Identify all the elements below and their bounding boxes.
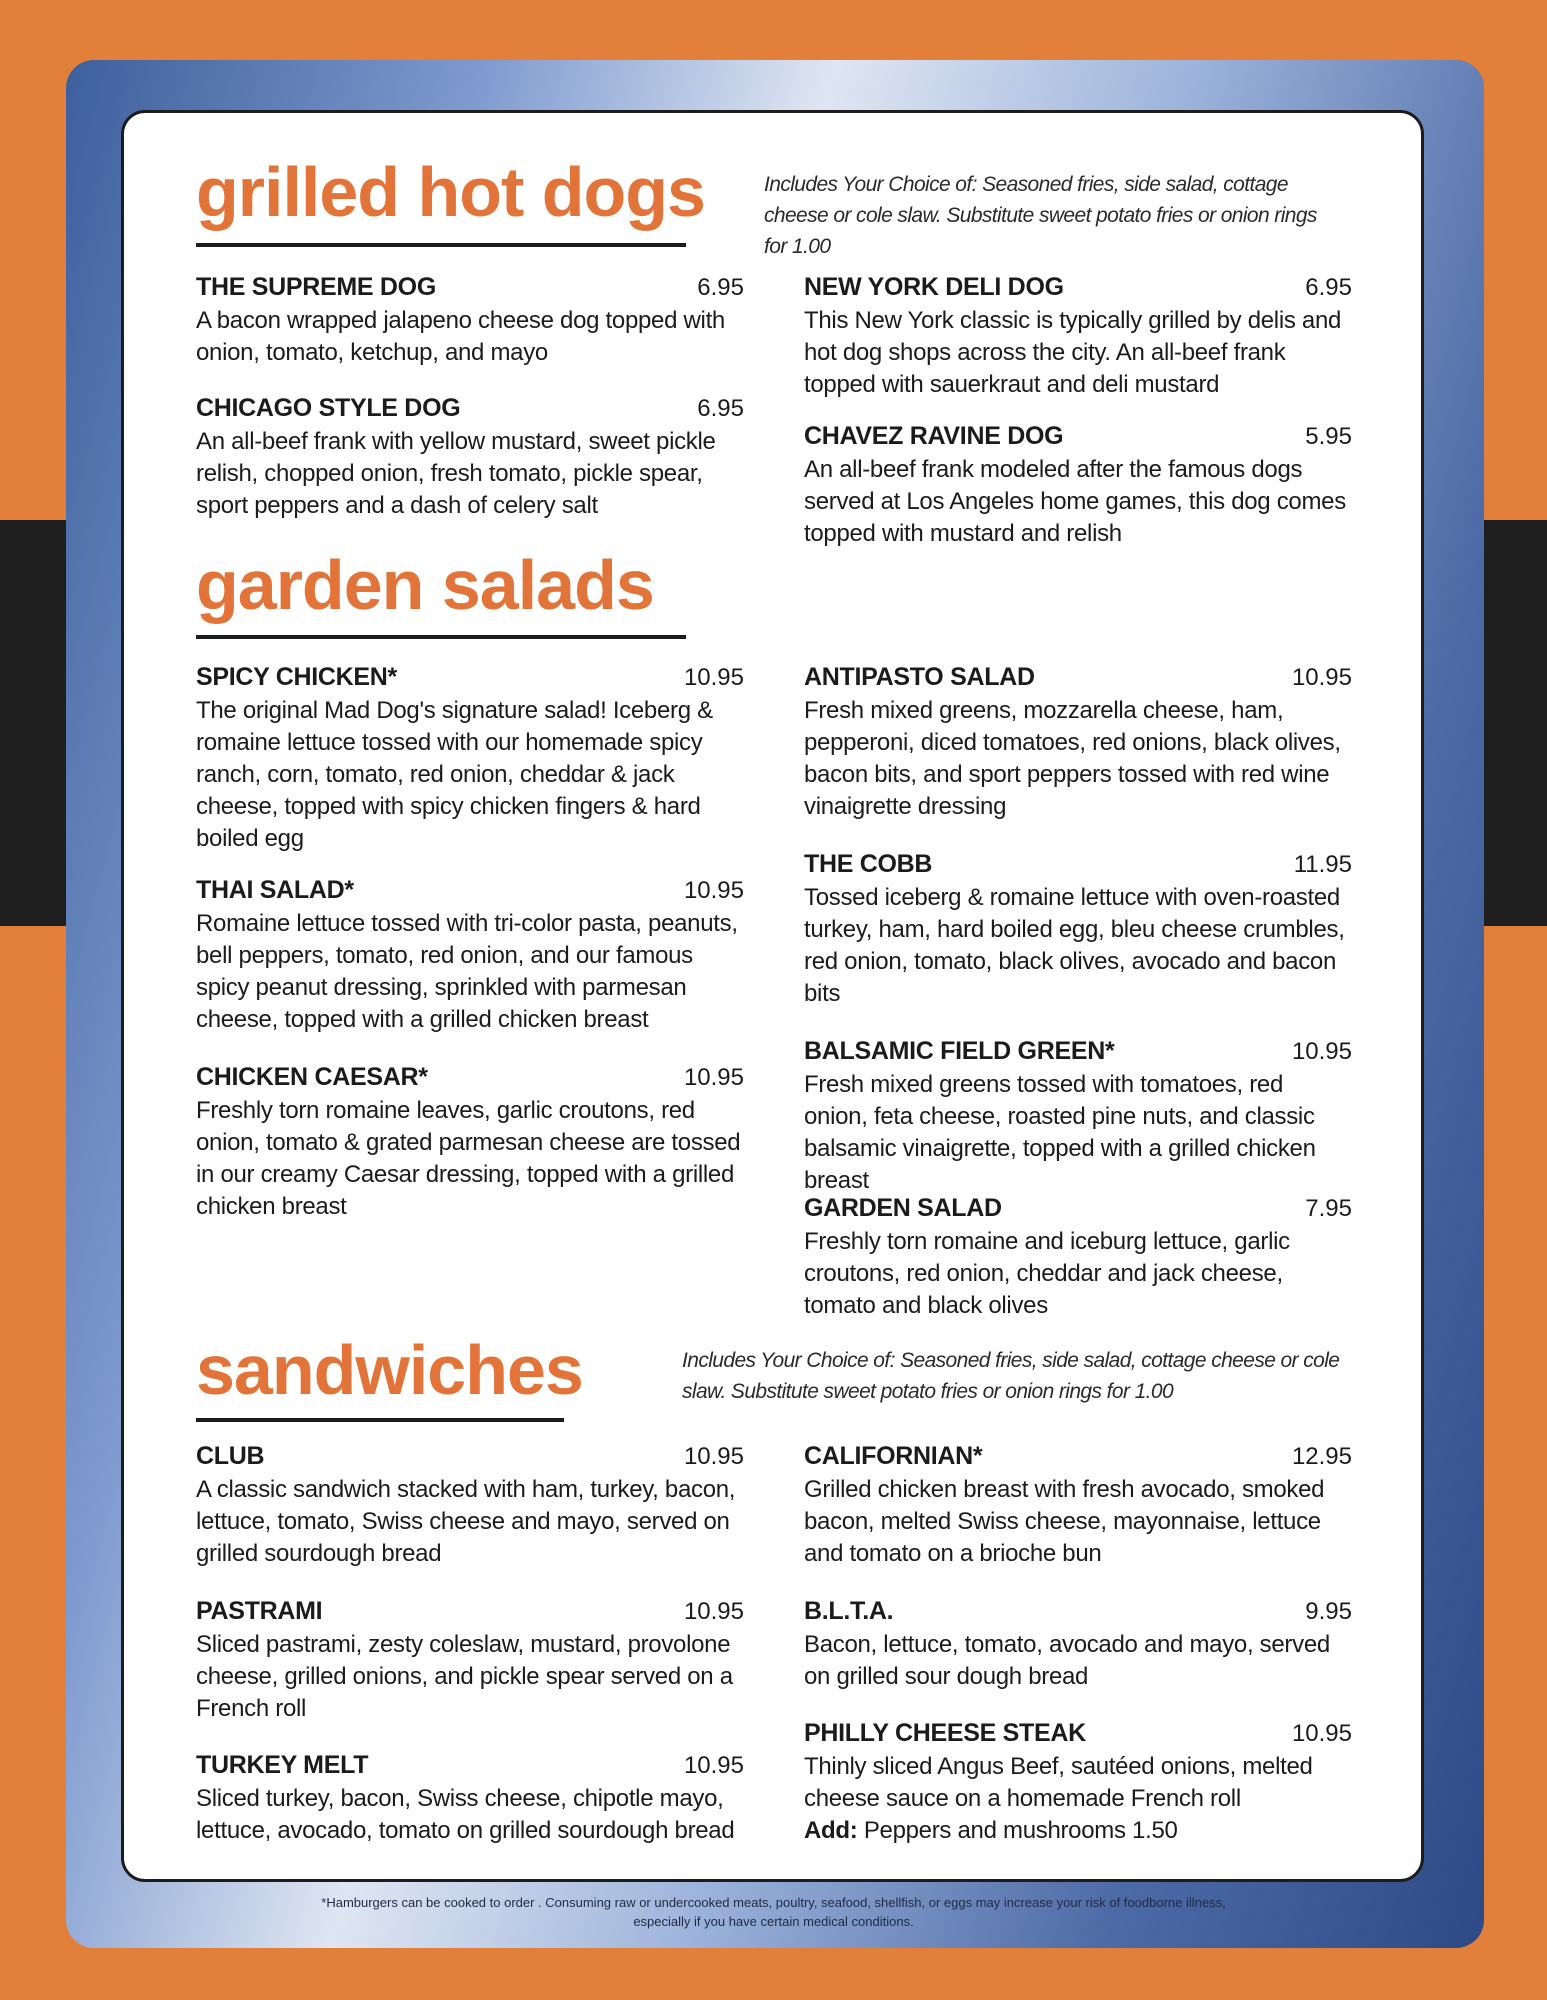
item-price: 6.95 [697,395,744,422]
item-name: TURKEY MELT [196,1751,369,1779]
item-name: ANTIPASTO SALAD [804,663,1035,691]
menu-item [804,270,1352,401]
menu-item [196,270,744,369]
disclaimer: *Hamburgers can be cooked to order . Consuming raw or undercooked meats, poultry, seafood, shellfish, or eggs may increase your risk of foodborne illness, especially if you have certain medical conditions. [321,1895,1226,1929]
item-price: 6.95 [697,274,744,301]
addon-label: Add: [804,1817,858,1844]
item-name: BALSAMIC FIELD GREEN* [804,1037,1115,1065]
item-price: 10.95 [683,664,744,691]
item-name: CHICAGO STYLE DOG [196,394,461,422]
item-description: This New York classic is typically grilled by delis and hot dog shops across the city. An all-beef frank topped with sauerkraut and deli mustard [804,307,1342,398]
item-price: 10.95 [683,1064,744,1091]
item-price: 5.95 [1305,423,1352,450]
item-description: The original Mad Dog's signature salad! Iceberg & romaine lettuce tossed with our homemade spicy ranch, corn, tomato, red onion, cheddar & jack cheese, topped with spicy chicken fingers & hard boiled egg [196,697,713,852]
item-price: 10.95 [1291,1720,1352,1747]
item-description: A classic sandwich stacked with ham, turkey, bacon, lettuce, tomato, Swiss cheese and mayo, served on grilled sourdough bread [196,1476,736,1567]
item-description: Freshly torn romaine leaves, garlic croutons, red onion, tomato & grated parmesan cheese are tossed in our creamy Caesar dressing, topped with a grilled chicken breast [196,1097,741,1220]
item-name: PHILLY CHEESE STEAK [804,1719,1086,1747]
item-price: 10.95 [1291,1038,1352,1065]
menu-item [804,1191,1352,1322]
menu-item [804,1594,1352,1693]
menu-item [196,1439,744,1570]
item-description: Romaine lettuce tossed with tri-color pasta, peanuts, bell peppers, tomato, red onion, and our famous spicy peanut dressing, sprinkled with parmesan cheese, topped with a grilled chicken breast [196,910,738,1033]
menu-item [196,873,744,1036]
menu-item [196,1594,744,1725]
menu-item [804,847,1352,1010]
section-title-salads: garden salads [196,546,654,624]
item-description: Sliced turkey, bacon, Swiss cheese, chipotle mayo, lettuce, avocado, tomato on grilled sourdough bread [196,1785,735,1844]
item-name: THAI SALAD* [196,876,354,904]
item-description: Thinly sliced Angus Beef, sautéed onions, melted cheese sauce on a homemade French roll [804,1753,1313,1812]
section-rule [196,635,686,639]
item-price: 7.95 [1305,1195,1352,1222]
menu-item [804,1716,1352,1847]
item-price: 10.95 [683,1598,744,1625]
item-name: CLUB [196,1442,265,1470]
item-description: Bacon, lettuce, tomato, avocado and mayo, served on grilled sour dough bread [804,1631,1330,1690]
item-description: A bacon wrapped jalapeno cheese dog topped with onion, tomato, ketchup, and mayo [196,307,725,366]
item-price: 10.95 [683,1752,744,1779]
item-price: 10.95 [683,877,744,904]
section-title-sandwiches: sandwiches [196,1331,583,1409]
item-name: THE COBB [804,850,933,878]
menu-item [804,1034,1352,1197]
item-name: NEW YORK DELI DOG [804,273,1064,301]
item-description: Fresh mixed greens tossed with tomatoes, red onion, feta cheese, roasted pine nuts, and classic balsamic vinaigrette, topped with a grilled chicken breast [804,1071,1316,1194]
item-description: Fresh mixed greens, mozzarella cheese, ham, pepperoni, diced tomatoes, red onions, black olives, bacon bits, and sport peppers tossed with red wine vinaigrette dressing [804,697,1341,820]
item-price: 11.95 [1293,851,1352,878]
item-description: Grilled chicken breast with fresh avocado, smoked bacon, melted Swiss cheese, mayonnaise, lettuce and tomato on a brioche bun [804,1476,1325,1567]
menu-card [121,110,1424,1882]
item-price: 6.95 [1305,274,1352,301]
item-description: An all-beef frank with yellow mustard, sweet pickle relish, chopped onion, fresh tomato, pickle spear, sport peppers and a dash of celery salt [196,428,716,519]
menu-item [196,1748,744,1847]
item-name: THE SUPREME DOG [196,273,436,301]
item-addon [804,1815,1352,1847]
item-name: SPICY CHICKEN* [196,663,397,691]
item-price: 9.95 [1305,1598,1352,1625]
item-name: PASTRAMI [196,1597,323,1625]
item-description: Freshly torn romaine and iceburg lettuce, garlic croutons, red onion, cheddar and jack cheese, tomato and black olives [804,1228,1290,1319]
menu-item [196,391,744,522]
item-description: Sliced pastrami, zesty coleslaw, mustard, provolone cheese, grilled onions, and pickle spear served on a French roll [196,1631,733,1722]
menu-item [804,1439,1352,1570]
item-price: 10.95 [1291,664,1352,691]
sandwiches-note: Includes Your Choice of: Seasoned fries, side salad, cottage cheese or cole slaw. Substitute sweet potato fries or onion rings for 1.00 [682,1349,1340,1403]
item-price: 12.95 [1291,1443,1352,1470]
section-title-hot-dogs: grilled hot dogs [196,153,705,231]
item-description: Tossed iceberg & romaine lettuce with oven-roasted turkey, ham, hard boiled egg, bleu cheese crumbles, red onion, tomato, black olives, avocado and bacon bits [804,884,1345,1007]
item-name: GARDEN SALAD [804,1194,1002,1222]
menu-item [804,660,1352,823]
item-name: CHAVEZ RAVINE DOG [804,422,1064,450]
item-description: An all-beef frank modeled after the famous dogs served at Los Angeles home games, this dog comes topped with mustard and relish [804,456,1346,547]
menu-item [804,419,1352,550]
menu-item [196,1060,744,1223]
menu-item [196,660,744,855]
addon-text: Peppers and mushrooms 1.50 [863,1817,1178,1844]
item-price: 10.95 [683,1443,744,1470]
hot-dogs-note: Includes Your Choice of: Seasoned fries, side salad, cottage cheese or cole slaw. Substitute sweet potato fries or onion rings for 1.00 [764,173,1317,258]
item-name: B.L.T.A. [804,1597,894,1625]
item-name: CALIFORNIAN* [804,1442,983,1470]
section-rule [196,243,686,247]
item-name: CHICKEN CAESAR* [196,1063,428,1091]
section-rule [196,1418,564,1422]
